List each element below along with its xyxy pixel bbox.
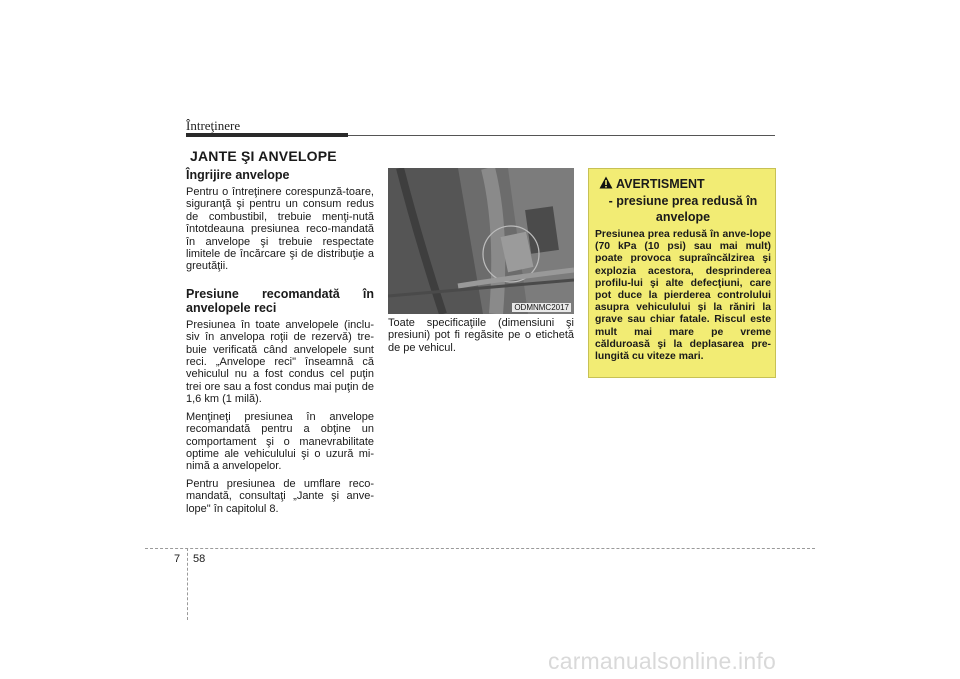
header-rule-thin xyxy=(348,135,775,136)
heading-tire-care: Îngrijire anvelope xyxy=(186,168,290,182)
left-column xyxy=(186,168,374,520)
photo-caption: Toate specificaţiile (dimensiuni şi presiuni) pot fi regăsite pe o etichetă de pe vehicul. xyxy=(388,317,574,354)
image-code: ODMNMC2017 xyxy=(514,303,569,312)
footer-divider xyxy=(145,548,815,549)
watermark: carmanualsonline.info xyxy=(548,648,776,674)
door-pillar-label-photo xyxy=(388,168,574,314)
paragraph-maintain-pressure: Menţineţi presiunea în anvelope recomandată pentru a obţine un comportament şi o manevrabilitate optime ale vehiculului şi o uzură mi-nimă a anvelopelor. xyxy=(186,410,374,473)
page-number: 58 xyxy=(193,553,206,565)
page-title: JANTE ŞI ANVELOPE xyxy=(190,148,337,164)
warning-title: - presiune prea redusă în anvelope xyxy=(608,194,758,224)
header-rule-thick xyxy=(186,133,348,137)
warning-header xyxy=(599,176,705,192)
section-header: Întreţinere xyxy=(186,118,241,133)
paragraph-consult-chapter: Pentru presiunea de umflare reco-mandată, consultaţi „Jante şi anve-lope" în capitolul 8. xyxy=(186,477,374,515)
warning-triangle-icon xyxy=(599,176,613,189)
middle-column xyxy=(388,317,574,359)
chapter-number: 7 xyxy=(174,553,181,565)
heading-cold-pressure: Presiune recomandată în anvelopele reci xyxy=(186,286,374,315)
door-pillar-illustration xyxy=(388,168,574,314)
footer-vertical-divider xyxy=(187,548,188,620)
warning-body: Presiunea prea redusă în anve-lope (70 kPa (10 psi) sau mai mult) poate provoca supraîncălzirea şi explozia acestora, desprinderea profilu-lui şi alte defecţiuni, care pot duce la pierderea controlului asupra vehiculului şi la răniri la grave sau chiar fatale. Riscul este mult mai mare pe vreme călduroasă şi la deplasarea pre-lungită cu viteze mari. xyxy=(595,229,771,363)
warning-box xyxy=(588,168,776,378)
warning-label: AVERTISMENT xyxy=(616,177,705,191)
paragraph-tire-care: Pentru o întreţinere corespunză-toare, siguranţă şi pentru un consum redus de combustibil, trebuie menţi-nută întotdeauna presiunea reco-mandată în anvelope şi trebuie respectate limitele de încărcare şi de distribuţie a greutăţii. xyxy=(186,186,374,273)
paragraph-cold-pressure: Presiunea în toate anvelopele (inclu-siv în anvelopa roţii de rezervă) tre-buie verificată când anvelopele sunt reci. „Anvelope reci" înseamnă că vehiculul nu a fost condus cel puţin trei ore sau a fost condus mai puţin de 1,6 km (1 milă). xyxy=(186,318,374,406)
